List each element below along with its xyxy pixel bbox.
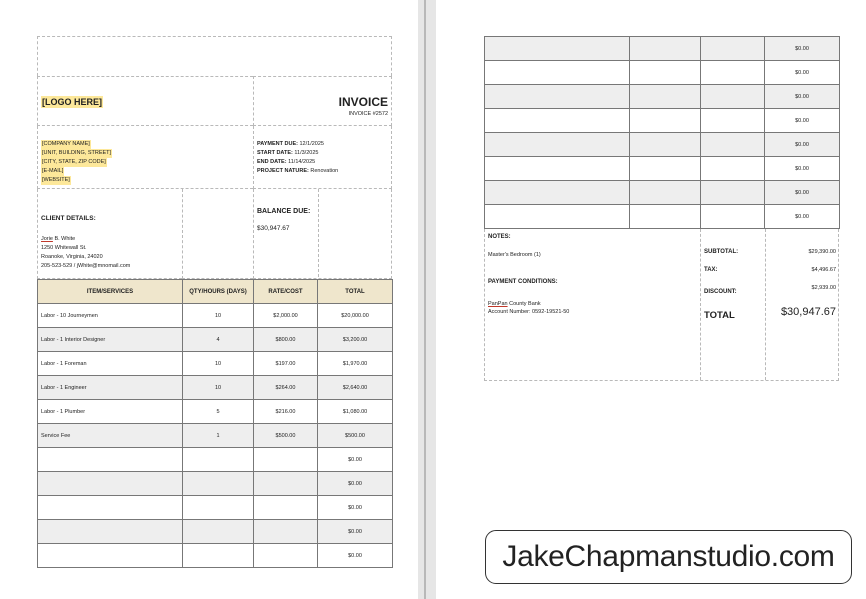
cell-rate (701, 37, 765, 61)
cell-qty: 10 (183, 352, 254, 376)
cell-rate (701, 85, 765, 109)
table-row (38, 328, 393, 352)
cell-rate (254, 448, 318, 472)
cell-rate (701, 181, 765, 205)
table-row (485, 37, 840, 61)
cell-qty: 4 (183, 328, 254, 352)
table-row (485, 61, 840, 85)
table-row (485, 109, 840, 133)
end-date-label: END DATE: (257, 159, 287, 165)
logo-cell (37, 76, 253, 126)
payment-due-label: PAYMENT DUE: (257, 141, 298, 147)
end-date-value: 11/14/2025 (288, 159, 316, 165)
table-row (38, 448, 393, 472)
notes-title: NOTES: (488, 234, 511, 240)
cell-item (485, 157, 630, 181)
items-table-continued (484, 36, 840, 229)
table-row (485, 181, 840, 205)
table-row (485, 85, 840, 109)
cell-qty: 5 (183, 400, 254, 424)
header-rate: RATE/COST (254, 280, 318, 304)
invoice-number: INVOICE #2572 (348, 111, 388, 117)
summary-divider-2 (765, 229, 766, 380)
balance-due-title: BALANCE DUE: (257, 208, 311, 215)
company-city: [CITY, STATE, ZIP CODE] (42, 159, 106, 165)
cell-qty (630, 181, 701, 205)
cell-total: $0.00 (318, 544, 393, 568)
invoice-page-2 (484, 36, 839, 381)
tax-value: $4,496.67 (811, 267, 836, 273)
client-spacer-cell (182, 189, 253, 279)
cell-rate (701, 109, 765, 133)
table-row (485, 157, 840, 181)
cell-total: $0.00 (318, 520, 393, 544)
notes-value: Master's Bedroom (1) (488, 252, 541, 258)
cell-rate (701, 205, 765, 229)
invoice-page-1 (37, 36, 392, 568)
balance-cell (253, 189, 392, 279)
watermark (485, 530, 852, 584)
table-row (38, 376, 393, 400)
cell-total: $3,200.00 (318, 328, 393, 352)
page-edge (424, 0, 426, 599)
header-spacer (37, 36, 392, 76)
cell-item: Labor - 1 Engineer (38, 376, 183, 400)
client-row (37, 189, 392, 279)
cell-qty (183, 496, 254, 520)
cell-total: $0.00 (765, 205, 840, 229)
logo-row (37, 76, 392, 126)
cell-qty (183, 448, 254, 472)
cell-item (485, 181, 630, 205)
cell-rate (701, 133, 765, 157)
cell-qty: 10 (183, 304, 254, 328)
project-nature-value: Renovation (310, 168, 339, 174)
cell-rate: $800.00 (254, 328, 318, 352)
table-row (38, 472, 393, 496)
cell-rate (701, 61, 765, 85)
cell-total: $0.00 (765, 157, 840, 181)
company-email: [E-MAIL] (42, 168, 64, 174)
table-row (38, 304, 393, 328)
logo-placeholder: [LOGO HERE] (42, 97, 102, 107)
cell-total: $0.00 (765, 85, 840, 109)
cell-qty (630, 157, 701, 181)
cell-rate (254, 496, 318, 520)
subtotal-value: $29,390.00 (808, 249, 836, 255)
cell-rate (254, 520, 318, 544)
summary-divider-1 (700, 229, 701, 380)
cell-item (485, 37, 630, 61)
client-last-name: B. White (52, 236, 76, 242)
project-nature-label: PROJECT NATURE: (257, 168, 309, 174)
cell-item (485, 85, 630, 109)
client-address-1: 1250 Whitewall St. (41, 245, 87, 251)
items-body (38, 304, 393, 568)
cell-qty (183, 544, 254, 568)
payment-details (257, 140, 338, 176)
cell-qty: 1 (183, 424, 254, 448)
cell-rate (701, 157, 765, 181)
cell-rate: $197.00 (254, 352, 318, 376)
table-row (38, 496, 393, 520)
cell-item: Service Fee (38, 424, 183, 448)
cell-qty (630, 109, 701, 133)
company-details (41, 140, 112, 185)
client-contact: 205-523-529 / jWhite@mnomail.com (41, 263, 131, 269)
balance-due-value: $30,947.67 (257, 225, 290, 232)
table-row (485, 133, 840, 157)
client-cell (37, 189, 182, 279)
cell-rate: $264.00 (254, 376, 318, 400)
account-number: Account Number: 0592-19521-50 (488, 309, 570, 315)
table-row (38, 424, 393, 448)
cell-total: $0.00 (765, 109, 840, 133)
client-details-title: CLIENT DETAILS: (41, 215, 96, 222)
cell-rate: $500.00 (254, 424, 318, 448)
bank-name-first: PanPan (488, 301, 508, 307)
client-address-2: Roanoke, Virginia, 24020 (41, 254, 103, 260)
cell-total: $2,640.00 (318, 376, 393, 400)
cell-item (485, 109, 630, 133)
cell-item: Labor - 10 Journeymen (38, 304, 183, 328)
cell-qty (630, 85, 701, 109)
table-row (38, 520, 393, 544)
cell-total: $0.00 (765, 37, 840, 61)
balance-divider (318, 189, 319, 277)
tax-label: TAX: (704, 267, 718, 273)
cell-item: Labor - 1 Plumber (38, 400, 183, 424)
company-website: [WEBSITE] (42, 177, 70, 183)
cell-item: Labor - 1 Interior Designer (38, 328, 183, 352)
table-row (38, 544, 393, 568)
company-row (37, 126, 392, 189)
company-street: [UNIT, BUILDING, STREET] (42, 150, 112, 156)
discount-label: DISCOUNT: (704, 289, 737, 295)
start-date-value: 11/3/2025 (294, 150, 319, 156)
summary-section (484, 229, 839, 381)
cell-item (485, 133, 630, 157)
cell-total: $1,080.00 (318, 400, 393, 424)
cell-qty (183, 472, 254, 496)
table-row (38, 352, 393, 376)
cell-total: $0.00 (318, 472, 393, 496)
start-date-label: START DATE: (257, 150, 293, 156)
cell-qty (630, 37, 701, 61)
cell-total: $0.00 (318, 448, 393, 472)
payment-cell (253, 126, 392, 189)
payment-conditions-title: PAYMENT CONDITIONS: (488, 279, 558, 285)
watermark-text: JakeChapmanstudio.com (502, 540, 835, 573)
cell-item (38, 448, 183, 472)
cell-qty (630, 205, 701, 229)
cell-total: $0.00 (318, 496, 393, 520)
cell-total: $1,970.00 (318, 352, 393, 376)
cell-item: Labor - 1 Foreman (38, 352, 183, 376)
payment-conditions (488, 300, 569, 316)
total-label: TOTAL (704, 310, 735, 321)
table-row (485, 205, 840, 229)
client-first-name: Jorie (41, 236, 53, 242)
cell-qty (630, 133, 701, 157)
header-total: TOTAL (318, 280, 393, 304)
items-header-row (38, 280, 393, 304)
invoice-title-cell (253, 76, 392, 126)
table-row (38, 400, 393, 424)
cell-qty: 10 (183, 376, 254, 400)
cell-rate: $216.00 (254, 400, 318, 424)
cell-item (485, 205, 630, 229)
items-table (37, 279, 393, 568)
discount-value: $2,939.00 (811, 285, 836, 291)
company-cell (37, 126, 253, 189)
header-item: ITEM/SERVICES (38, 280, 183, 304)
cell-rate (254, 472, 318, 496)
items-body-continued (485, 37, 840, 229)
company-name: [COMPANY NAME] (42, 141, 90, 147)
cell-rate: $2,000.00 (254, 304, 318, 328)
total-value: $30,947.67 (780, 306, 836, 318)
cell-qty (630, 61, 701, 85)
cell-item (38, 496, 183, 520)
page-gap (418, 0, 436, 599)
cell-total: $0.00 (765, 181, 840, 205)
cell-item (38, 520, 183, 544)
cell-total: $500.00 (318, 424, 393, 448)
cell-total: $0.00 (765, 133, 840, 157)
header-qty: QTY/HOURS (DAYS) (183, 280, 254, 304)
cell-rate (254, 544, 318, 568)
bank-name-rest: County Bank (507, 301, 541, 307)
cell-item (485, 61, 630, 85)
cell-total: $20,000.00 (318, 304, 393, 328)
cell-item (38, 472, 183, 496)
subtotal-label: SUBTOTAL: (704, 249, 739, 255)
invoice-title: INVOICE (338, 95, 388, 109)
cell-qty (183, 520, 254, 544)
client-details (41, 235, 130, 271)
payment-due-value: 12/1/2025 (299, 141, 324, 147)
cell-total: $0.00 (765, 61, 840, 85)
cell-item (38, 544, 183, 568)
